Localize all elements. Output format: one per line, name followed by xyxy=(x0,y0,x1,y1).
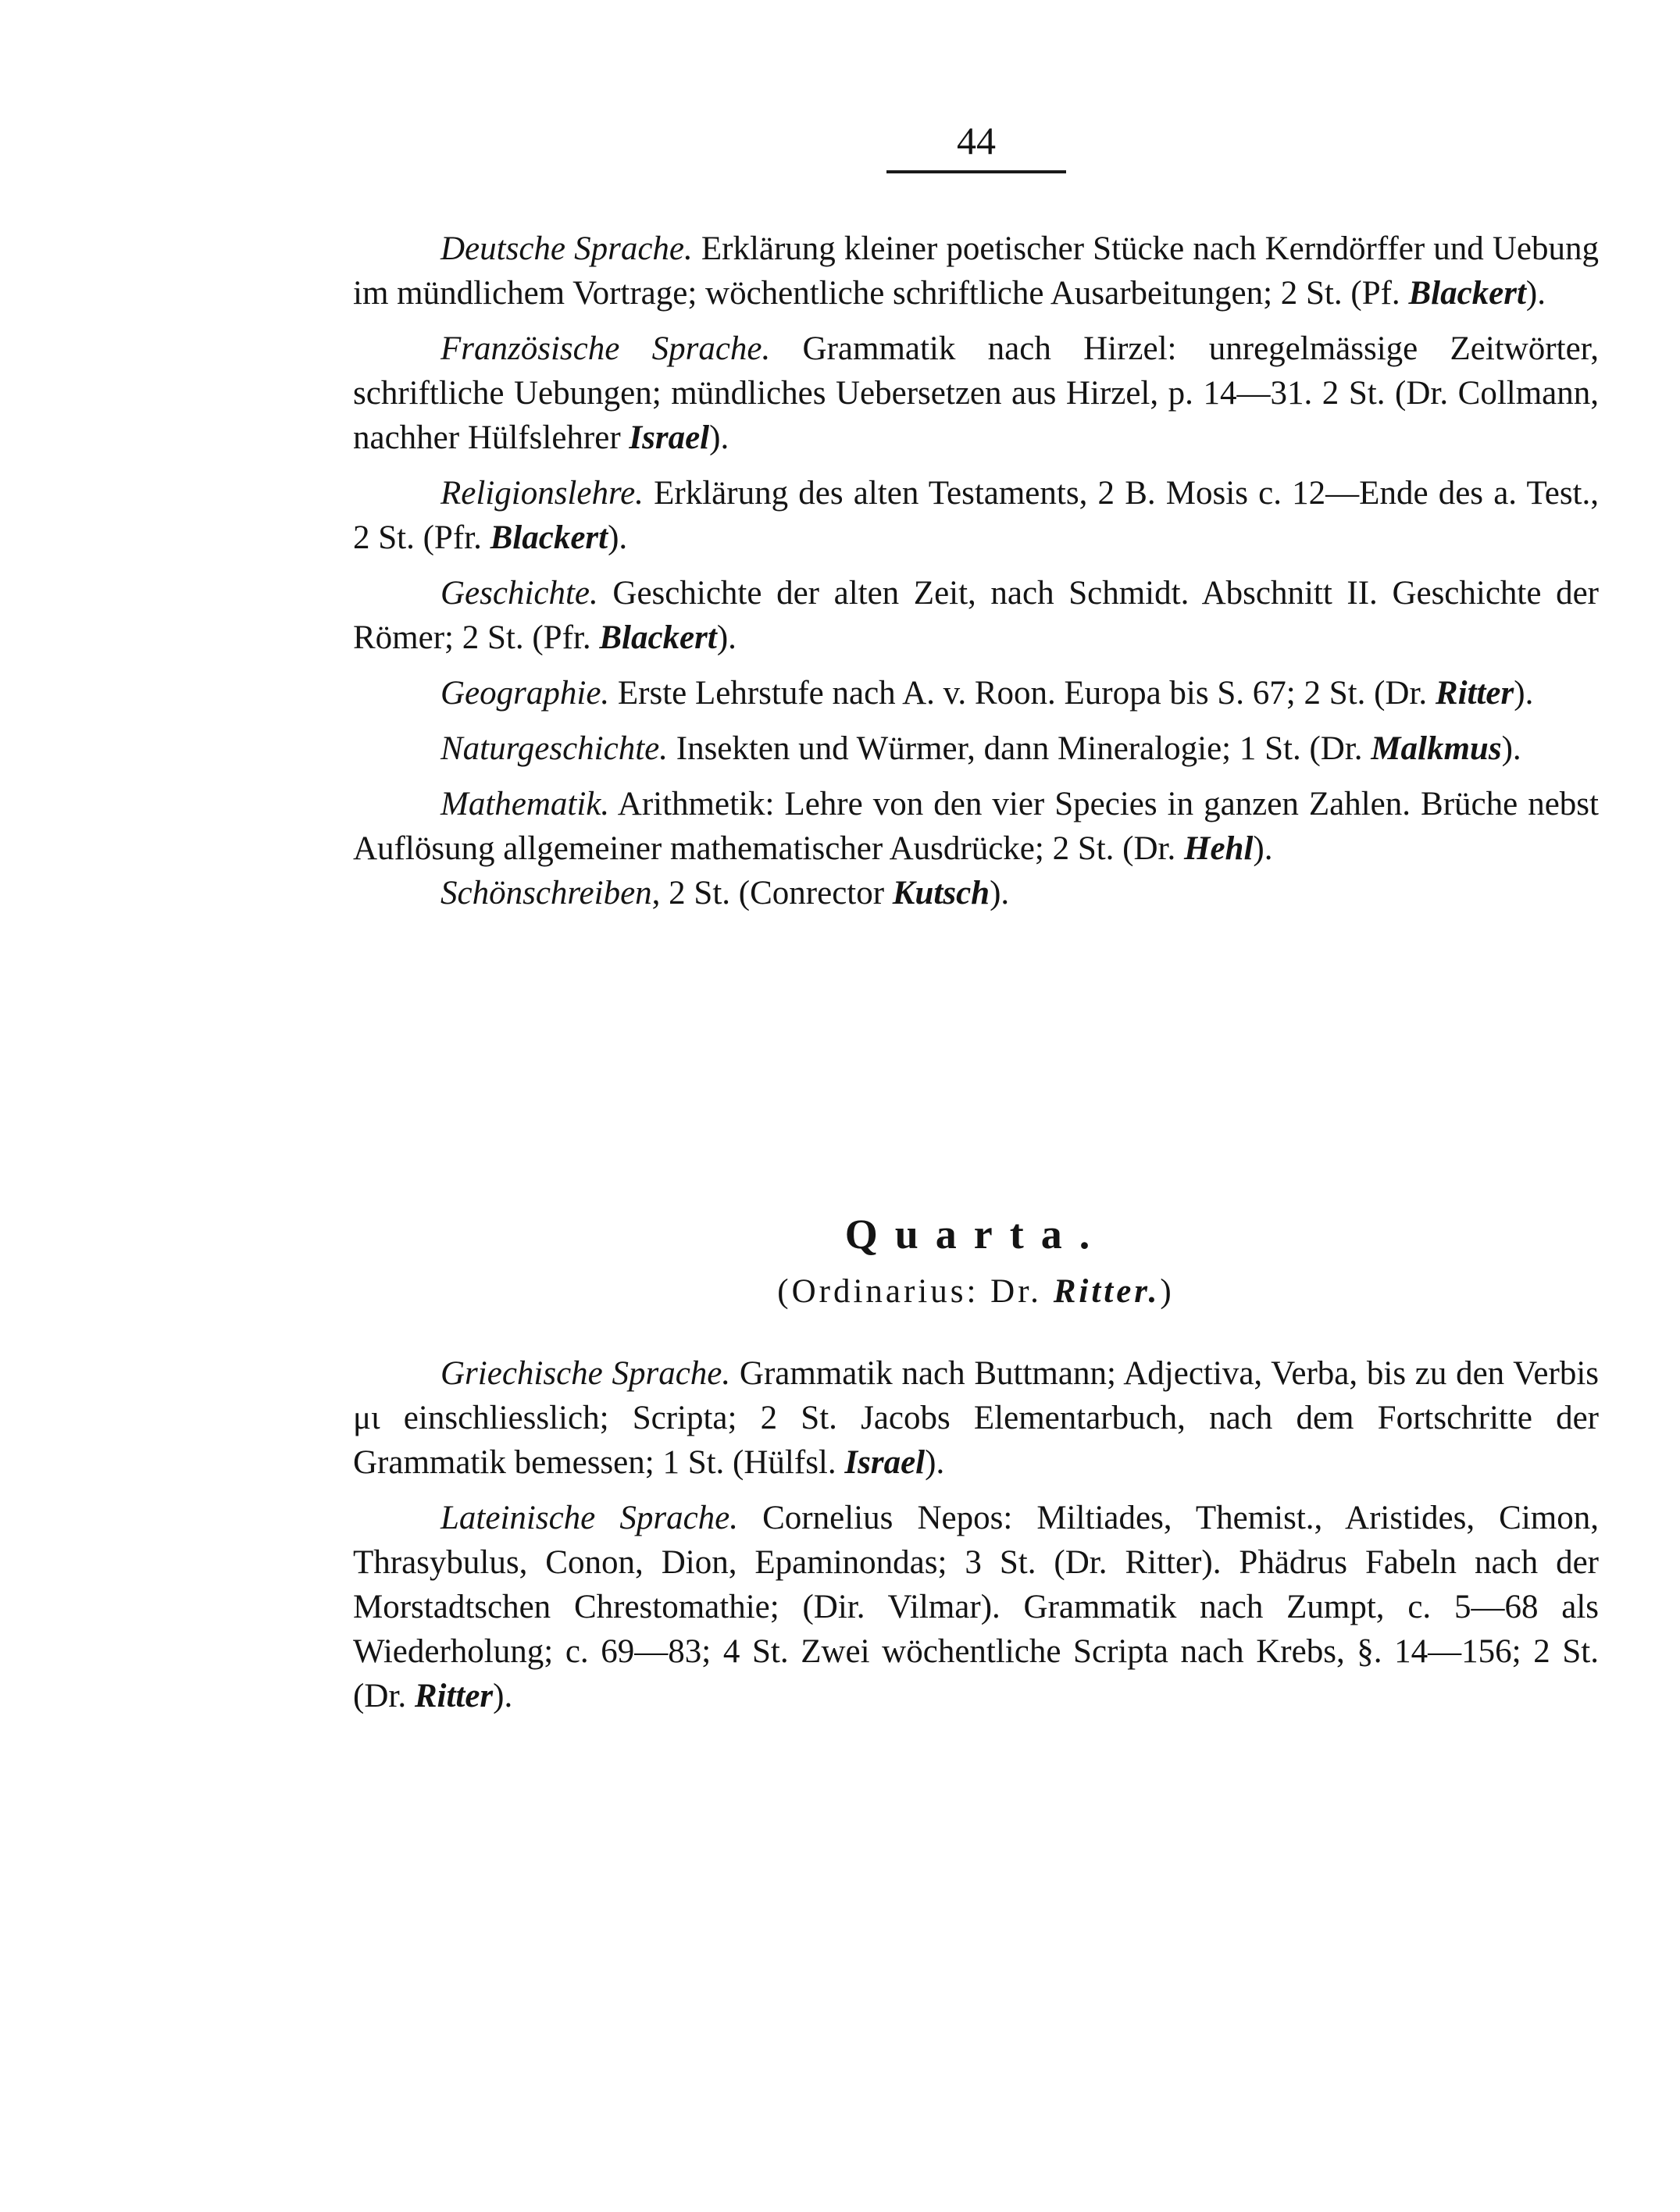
paragraph-tail: ). xyxy=(493,1678,513,1714)
section-subtitle xyxy=(353,1270,1599,1314)
teacher-name: Blackert xyxy=(490,519,608,556)
paragraph-tail: ). xyxy=(608,519,628,556)
teacher-name: Ritter xyxy=(414,1678,494,1714)
teacher-name: Malkmus xyxy=(1371,730,1502,767)
section-title: Quarta. xyxy=(844,1211,1108,1258)
paragraph-tail: ). xyxy=(1253,830,1273,867)
paragraph-geschichte xyxy=(353,571,1599,660)
teacher-name: Ritter xyxy=(1435,675,1514,712)
paragraph-mathematik xyxy=(353,782,1599,871)
paragraph-religionslehre xyxy=(353,471,1599,560)
paragraph-heading: Lateinische Sprache. xyxy=(441,1500,739,1536)
paragraph-lateinische-sprache xyxy=(353,1496,1599,1718)
paragraph-text: Erste Lehrstufe nach A. v. Roon. Europa bis S. 67; 2 St. (Dr. xyxy=(609,675,1436,712)
paragraph-heading: Griechische Sprache. xyxy=(441,1355,731,1392)
paragraph-tail: ). xyxy=(990,875,1010,912)
paragraph-tail: ). xyxy=(1525,275,1546,312)
paragraph-text: Insekten und Würmer, dann Mineralogie; 1 St. (Dr. xyxy=(668,730,1371,767)
paragraph-heading: Religionslehre. xyxy=(441,475,644,512)
paragraph-text: Cornelius Nepos: Miltiades, Themist., Aristides, Cimon, Thrasybulus, Conon, Dion, Epaminondas; 3 St. (Dr. Ritter). Phädrus Fabeln nach der Morstadtschen Chrestomathie; (Dir. Vilmar). Grammatik nach Zumpt, c. 5—68 als Wiederholung; c. 69—83; 4 St. Zwei wöchentliche Scripta nach Krebs, §. 14—156; 2 St. (Dr. xyxy=(353,1500,1599,1714)
paragraph-geographie xyxy=(353,671,1599,715)
teacher-name: Blackert xyxy=(1408,275,1526,312)
paragraph-tail: ). xyxy=(925,1444,945,1481)
paragraph-tail: ). xyxy=(1514,675,1534,712)
paragraph-tail: ). xyxy=(1501,730,1521,767)
paragraph-text: Erklärung des alten Testaments, 2 B. Mosis c. 12—Ende des a. Test., 2 St. (Pfr. xyxy=(353,475,1599,556)
paragraph-text: , 2 St. (Conrector xyxy=(651,875,893,912)
paragraph-deutsche-sprache xyxy=(353,227,1599,316)
paragraph-schoenschreiben xyxy=(353,871,1599,915)
paragraph-franzoesische-sprache xyxy=(353,326,1599,460)
paragraph-griechische-sprache xyxy=(353,1351,1599,1485)
paragraph-heading: Mathematik. xyxy=(441,786,610,822)
teacher-name: Blackert xyxy=(599,619,717,656)
paragraph-text: Geschichte der alten Zeit, nach Schmidt. Abschnitt II. Geschichte der Römer; 2 St. (Pfr. xyxy=(353,575,1599,656)
paragraph-text: Arithmetik: Lehre von den vier Species in ganzen Zahlen. Brüche nebst Auflösung allgemeiner mathematischer Ausdrücke; 2 St. (Dr. xyxy=(353,786,1599,867)
paragraph-heading: Geschichte. xyxy=(441,575,598,612)
subtitle-prefix: (Ordinarius: Dr. xyxy=(777,1273,1054,1310)
paragraph-heading: Naturgeschichte. xyxy=(441,730,668,767)
paragraph-heading: Französische Sprache. xyxy=(441,330,771,367)
paragraph-text: Erklärung kleiner poetischer Stücke nach Kerndörffer und Uebung im mündlichem Vortrage; wöchentliche schriftliche Ausarbeitungen; 2 St. (Pf. xyxy=(353,230,1599,312)
page-number: 44 xyxy=(957,119,996,162)
bottom-text-block xyxy=(353,1351,1599,1718)
teacher-name: Israel xyxy=(629,419,710,456)
top-text-block xyxy=(353,227,1599,915)
paragraph-tail: ). xyxy=(716,619,737,656)
subtitle-suffix: ) xyxy=(1160,1273,1175,1310)
paragraph-naturgeschichte xyxy=(353,726,1599,771)
teacher-name: Kutsch xyxy=(892,875,990,912)
page-number-rule xyxy=(886,170,1066,173)
paragraph-text: Grammatik nach Hirzel: unregelmässige Zeitwörter, schriftliche Uebungen; mündliches Uebersetzen aus Hirzel, p. 14—31. 2 St. (Dr. Collmann, nachher Hülfslehrer xyxy=(353,330,1599,456)
paragraph-text: Grammatik nach Buttmann; Adjectiva, Verba, bis zu den Verbis μι einschliesslich; Scripta; 2 St. Jacobs Elementarbuch, nach dem Fortschritte der Grammatik bemessen; 1 St. (Hülfsl. xyxy=(353,1355,1600,1481)
paragraph-tail: ). xyxy=(709,419,729,456)
paragraph-heading: Deutsche Sprache. xyxy=(441,230,693,267)
paragraph-heading: Geographie. xyxy=(441,675,610,712)
teacher-name: Hehl xyxy=(1184,830,1254,867)
teacher-name: Israel xyxy=(844,1444,926,1481)
ordinarius-name: Ritter. xyxy=(1053,1273,1161,1310)
paragraph-heading: Schönschreiben xyxy=(441,875,652,912)
